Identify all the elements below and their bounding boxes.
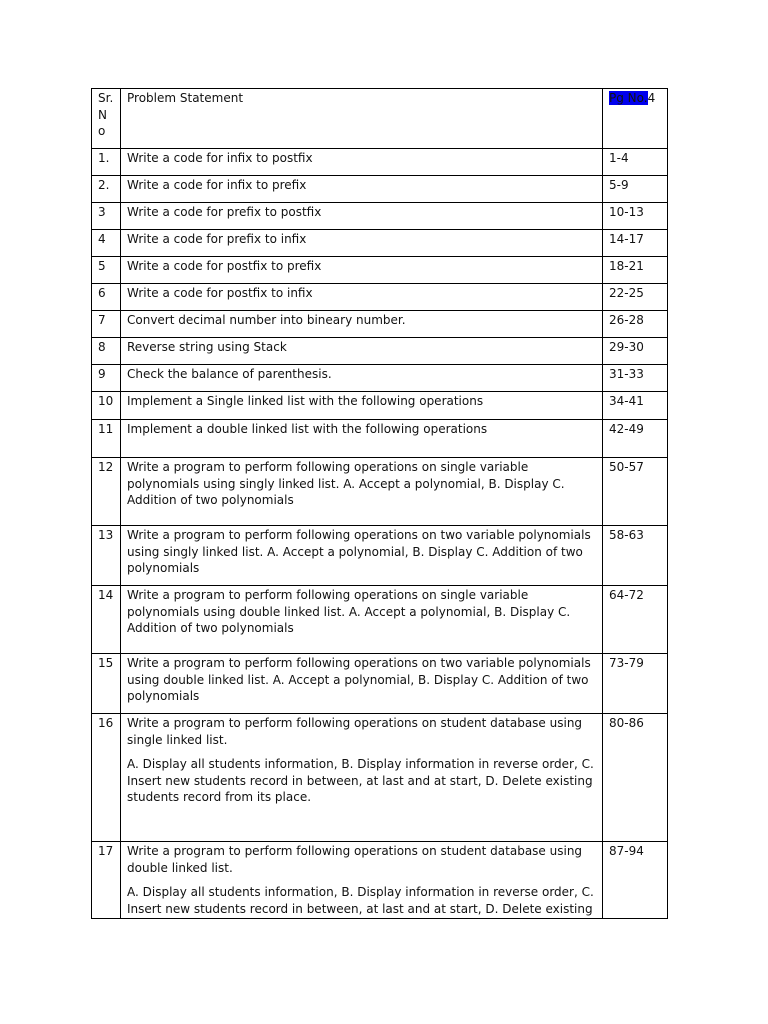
table-row xyxy=(92,338,668,365)
row-statement-cell xyxy=(121,365,603,392)
row-pages-cell xyxy=(603,149,668,176)
row-sr: 5 xyxy=(98,259,106,273)
row-statement: Write a program to perform following operations on student database using single linked list. xyxy=(127,716,583,747)
row-statement: Write a code for infix to postfix xyxy=(127,151,313,165)
table-row xyxy=(92,842,668,919)
row-statement: Implement a double linked list with the following operations xyxy=(127,422,488,436)
row-sr: 3 xyxy=(98,205,106,219)
header-sr-cell xyxy=(92,89,121,149)
row-statement: Write a code for prefix to infix xyxy=(127,232,307,246)
row-statement: Check the balance of parenthesis. xyxy=(127,367,332,381)
table-row xyxy=(92,149,668,176)
row-pages: 42-49 xyxy=(609,422,644,436)
row-statement-cell xyxy=(121,654,603,714)
row-pages: 73-79 xyxy=(609,656,644,670)
row-statement-cell xyxy=(121,338,603,365)
table-row xyxy=(92,311,668,338)
row-statement-cell xyxy=(121,203,603,230)
row-pages-cell xyxy=(603,230,668,257)
row-sr: 8 xyxy=(98,340,106,354)
row-pages-cell xyxy=(603,365,668,392)
row-sr-cell xyxy=(92,230,121,257)
row-pages: 10-13 xyxy=(609,205,644,219)
row-statement: Write a code for postfix to infix xyxy=(127,286,313,300)
row-pages: 64-72 xyxy=(609,588,644,602)
row-statement-cell xyxy=(121,420,603,458)
table-row xyxy=(92,230,668,257)
row-pages: 22-25 xyxy=(609,286,644,300)
row-pages-cell xyxy=(603,458,668,526)
table-row xyxy=(92,420,668,458)
row-sr: 14 xyxy=(98,588,114,602)
problem-index-table xyxy=(91,88,668,919)
row-statement-cell xyxy=(121,526,603,586)
row-pages: 1-4 xyxy=(609,151,629,165)
table-row xyxy=(92,365,668,392)
row-statement-cell xyxy=(121,392,603,420)
row-pages-cell xyxy=(603,338,668,365)
row-pages: 34-41 xyxy=(609,394,644,408)
row-sr-cell xyxy=(92,338,121,365)
row-statement: Write a program to perform following operations on two variable polynomials using double linked list. A. Accept a polynomial, B. Display C. Addition of two polynomials xyxy=(127,656,591,703)
row-pages-cell xyxy=(603,284,668,311)
row-statement-cell xyxy=(121,842,603,919)
row-sr-cell xyxy=(92,311,121,338)
table-row xyxy=(92,392,668,420)
row-statement-cell xyxy=(121,586,603,654)
row-pages: 58-63 xyxy=(609,528,644,542)
row-sr-cell xyxy=(92,392,121,420)
row-sr: 10 xyxy=(98,394,114,408)
row-pages-cell xyxy=(603,203,668,230)
row-sr: 17 xyxy=(98,844,114,858)
row-pages: 5-9 xyxy=(609,178,629,192)
row-sr-cell xyxy=(92,654,121,714)
row-pages-cell xyxy=(603,311,668,338)
row-pages: 14-17 xyxy=(609,232,644,246)
row-statement-detail: A. Display all students information, B. Display information in reverse order, C. Insert new students record in between, at last and at start, D. Delete existing students record from its place. xyxy=(127,757,594,804)
row-sr-cell xyxy=(92,284,121,311)
table-row xyxy=(92,284,668,311)
table-row xyxy=(92,458,668,526)
row-pages: 26-28 xyxy=(609,313,644,327)
row-sr: 11 xyxy=(98,422,114,436)
row-sr: 4 xyxy=(98,232,106,246)
row-sr-cell xyxy=(92,257,121,284)
row-sr-cell xyxy=(92,365,121,392)
row-sr: 2. xyxy=(98,178,110,192)
row-statement-cell xyxy=(121,257,603,284)
table-row xyxy=(92,586,668,654)
row-pages-cell xyxy=(603,586,668,654)
row-sr: 13 xyxy=(98,528,114,542)
row-pages-cell xyxy=(603,176,668,203)
table-row xyxy=(92,654,668,714)
row-sr-cell xyxy=(92,714,121,842)
row-sr: 7 xyxy=(98,313,106,327)
row-sr: 9 xyxy=(98,367,106,381)
row-statement-cell xyxy=(121,714,603,842)
row-statement-cell xyxy=(121,230,603,257)
row-sr: 15 xyxy=(98,656,114,670)
row-statement: Write a code for postfix to prefix xyxy=(127,259,322,273)
row-statement-cell xyxy=(121,284,603,311)
row-pages: 29-30 xyxy=(609,340,644,354)
row-pages-cell xyxy=(603,526,668,586)
table-row xyxy=(92,203,668,230)
row-pages: 87-94 xyxy=(609,844,644,858)
row-sr-cell xyxy=(92,420,121,458)
row-statement: Convert decimal number into bineary number. xyxy=(127,313,406,327)
row-pages: 80-86 xyxy=(609,716,644,730)
row-sr-cell xyxy=(92,586,121,654)
row-sr-cell xyxy=(92,526,121,586)
row-pages-cell xyxy=(603,714,668,842)
row-pages-cell xyxy=(603,420,668,458)
row-statement: Write a program to perform following operations on two variable polynomials using singly linked list. A. Accept a polynomial, B. Display C. Addition of two polynomials xyxy=(127,528,591,575)
row-sr-cell xyxy=(92,176,121,203)
row-pages-cell xyxy=(603,842,668,919)
row-statement: Implement a Single linked list with the following operations xyxy=(127,394,484,408)
row-statement-cell xyxy=(121,176,603,203)
row-sr-cell xyxy=(92,458,121,526)
row-statement: Write a code for prefix to postfix xyxy=(127,205,322,219)
row-sr: 12 xyxy=(98,460,114,474)
header-page-cell xyxy=(603,89,668,149)
header-statement-label: Problem Statement xyxy=(127,91,244,105)
header-page-highlight: Pg No. xyxy=(609,91,648,105)
row-pages-cell xyxy=(603,392,668,420)
table-row xyxy=(92,257,668,284)
table-row xyxy=(92,526,668,586)
row-statement: Write a program to perform following operations on student database using double linked list. xyxy=(127,844,583,875)
row-statement-cell xyxy=(121,149,603,176)
row-sr-cell xyxy=(92,149,121,176)
row-statement: Write a code for infix to prefix xyxy=(127,178,307,192)
row-pages-cell xyxy=(603,257,668,284)
row-sr: 1. xyxy=(98,151,110,165)
row-statement-cell xyxy=(121,311,603,338)
row-sr: 6 xyxy=(98,286,106,300)
row-sr-cell xyxy=(92,842,121,919)
row-pages: 31-33 xyxy=(609,367,644,381)
row-statement: Write a program to perform following operations on single variable polynomials using double linked list. A. Accept a polynomial, B. Display C. Addition of two polynomials xyxy=(127,588,571,635)
row-statement: Write a program to perform following operations on single variable polynomials using singly linked list. A. Accept a polynomial, B. Display C. Addition of two polynomials xyxy=(127,460,565,507)
row-statement-cell xyxy=(121,458,603,526)
row-pages: 50-57 xyxy=(609,460,644,474)
header-statement-cell xyxy=(121,89,603,149)
row-sr: 16 xyxy=(98,716,114,730)
row-pages: 18-21 xyxy=(609,259,644,273)
row-statement: Reverse string using Stack xyxy=(127,340,287,354)
table-row xyxy=(92,176,668,203)
row-sr-cell xyxy=(92,203,121,230)
table-row xyxy=(92,714,668,842)
table-header-row xyxy=(92,89,668,149)
header-sr-label: Sr. N o xyxy=(98,91,114,138)
row-pages-cell xyxy=(603,654,668,714)
header-page-suffix: 4 xyxy=(647,91,656,105)
row-statement-detail: A. Display all students information, B. Display information in reverse order, C. Insert new students record in between, at last and at start, D. Delete existing xyxy=(127,885,594,916)
